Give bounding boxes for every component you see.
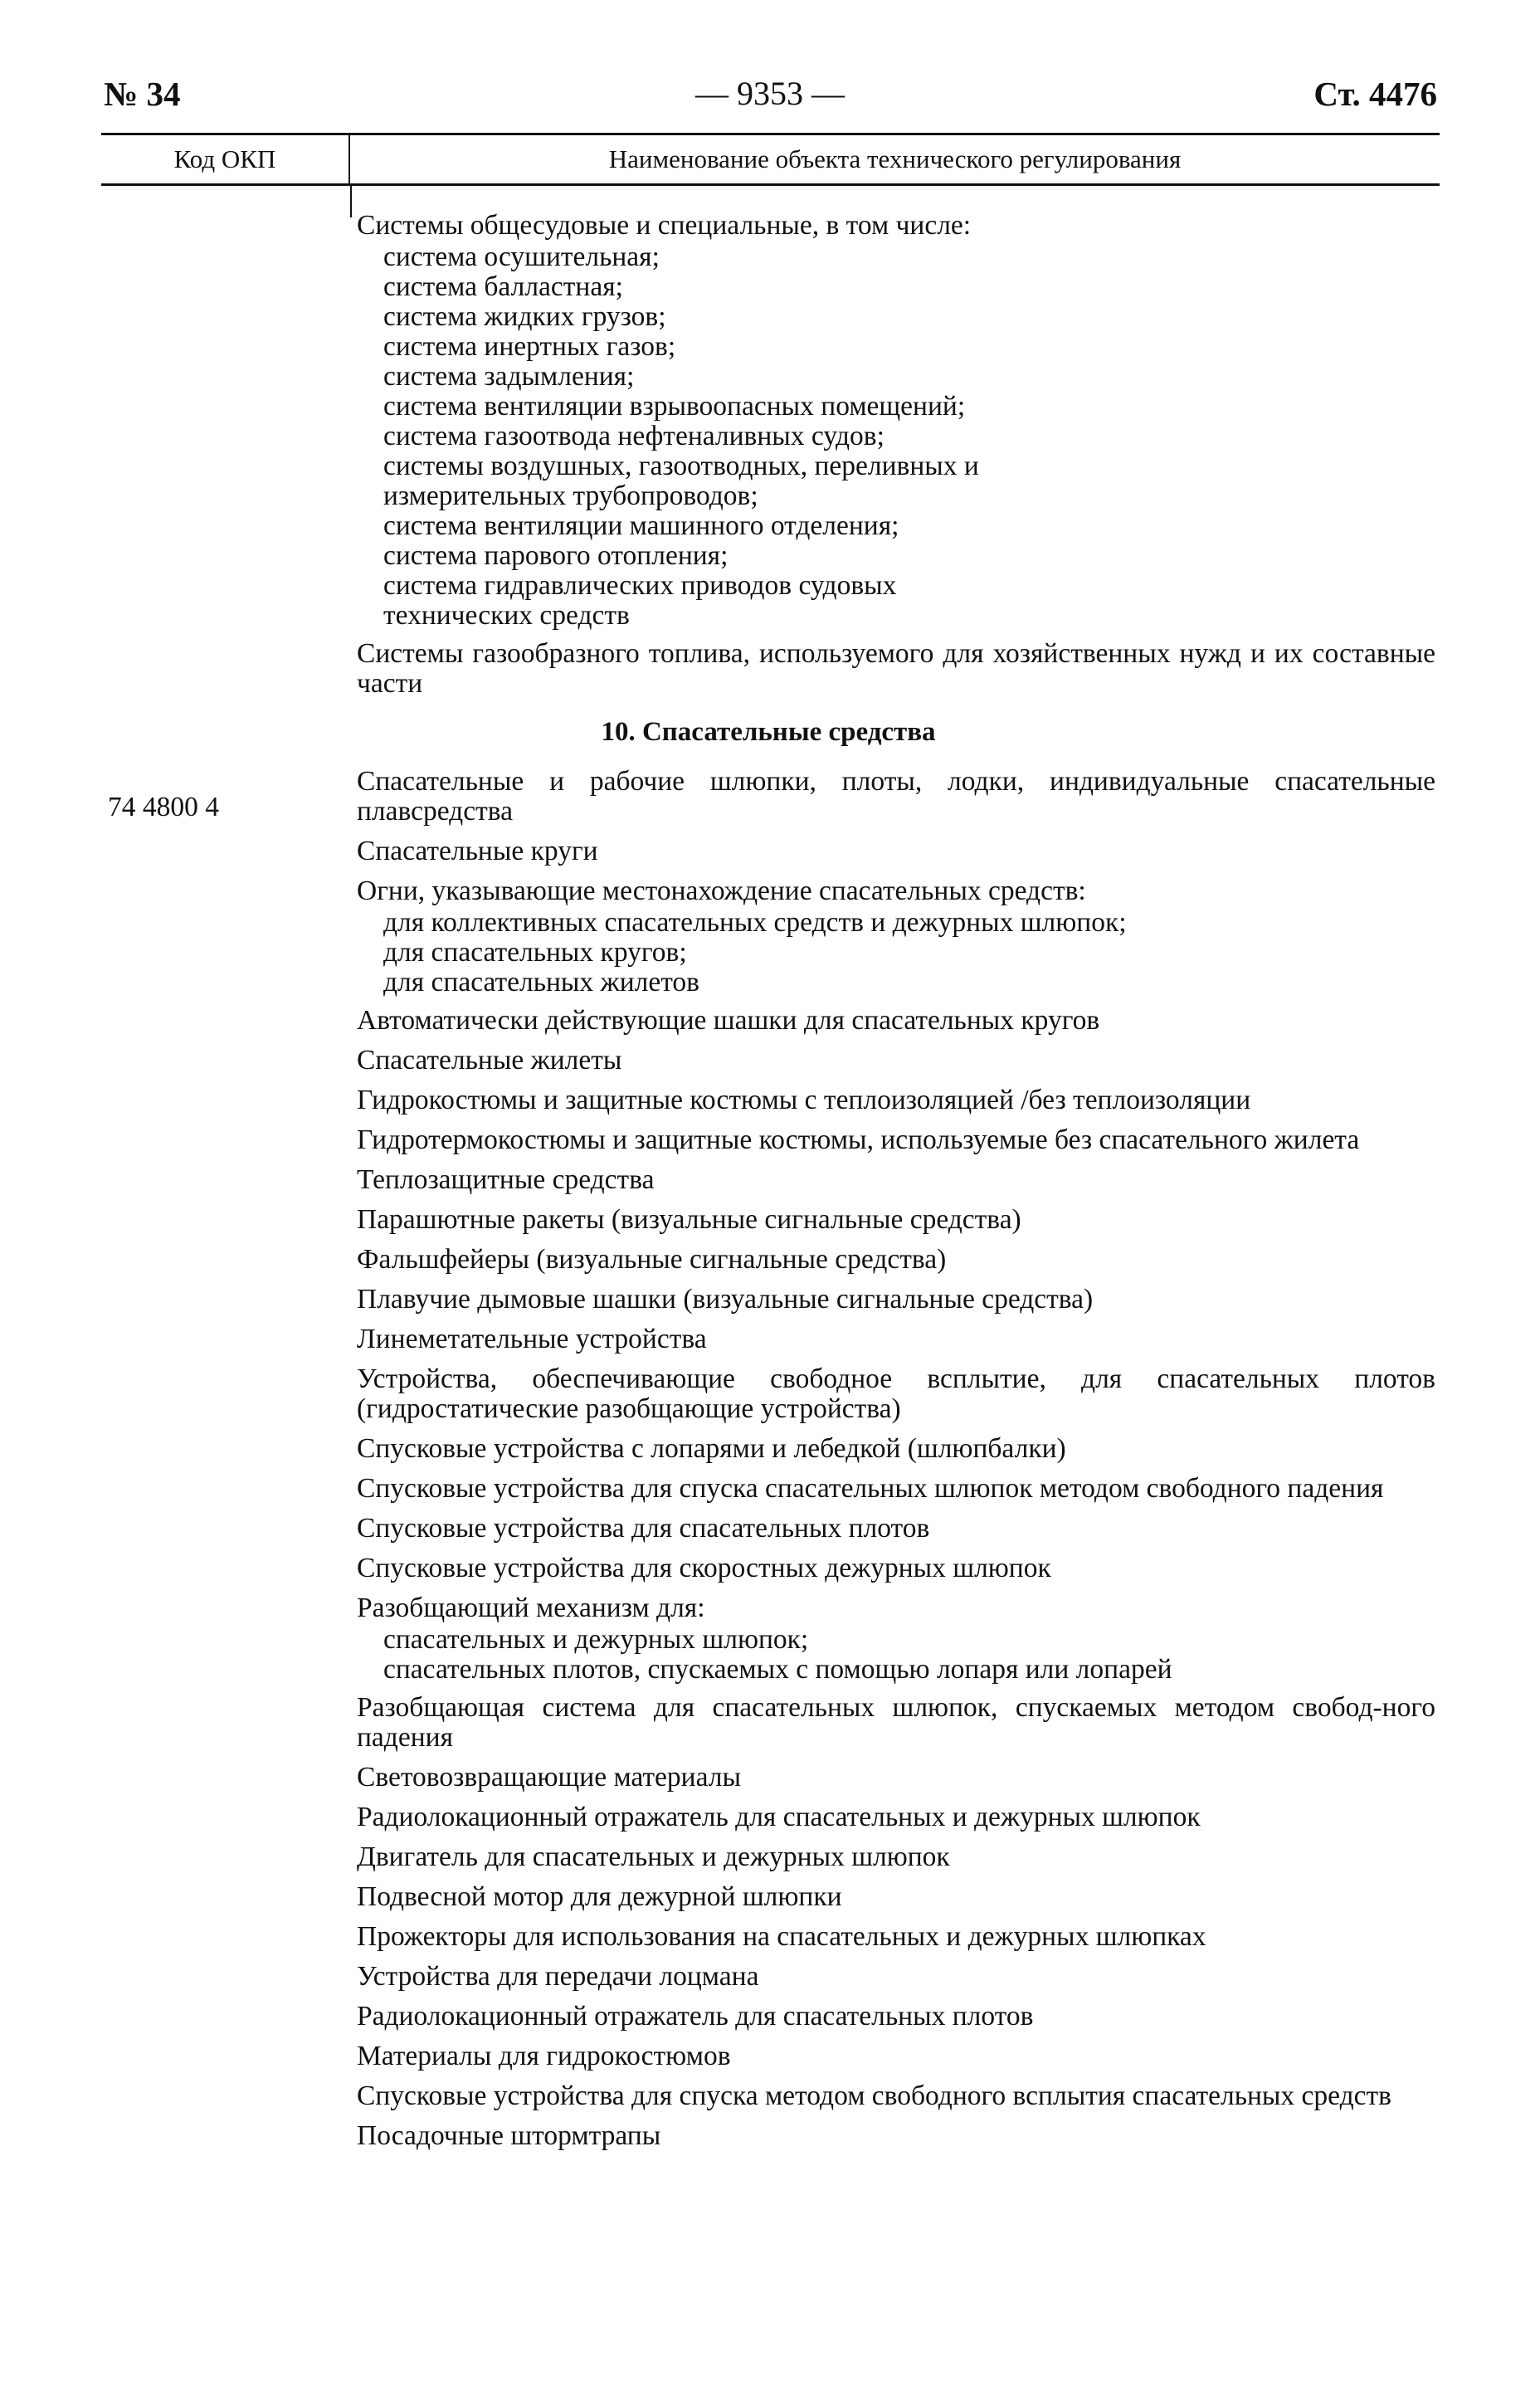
list-item: Посадочные штормтрапы (357, 2120, 661, 2151)
list-item: Материалы для гидрокостюмов (357, 2041, 731, 2071)
list-item: Автоматически действующие шашки для спасательных кругов (357, 1005, 1100, 1036)
list-item: система жидких грузов; (383, 301, 666, 332)
list-item: Фальшфейеры (визуальные сигнальные средства) (357, 1244, 947, 1275)
list-item: технических средств (383, 600, 630, 631)
block1-lead: Системы общесудовые и специальные, в том числе: (357, 210, 972, 241)
list-item: для спасательных жилетов (383, 967, 699, 998)
list-item: Спасательные жилеты (357, 1045, 622, 1076)
col-code-header: Код ОКП (101, 135, 350, 183)
list-item: Разобщающий механизм для: (357, 1593, 705, 1623)
list-item: Двигатель для спасательных и дежурных шлюпок (357, 1841, 950, 1872)
list-item: для коллективных спасательных средств и дежурных шлюпок; (383, 907, 1127, 938)
list-item: Разобщающая система для спасательных шлюпок, спускаемых методом свобод-ного падения (357, 1692, 1435, 1753)
column-divider (350, 186, 352, 217)
list-item: спасательных и дежурных шлюпок; (383, 1624, 809, 1655)
section-title: 10. Спасательные средства (601, 717, 936, 747)
list-item: система вентиляции взрывоопасных помещений; (383, 391, 966, 422)
list-item: система гидравлических приводов судовых (383, 570, 897, 601)
list-item: система вентиляции машинного отделения; (383, 510, 899, 541)
list-item: Гидрокостюмы и защитные костюмы с теплоизоляцией /без теплоизоляции (357, 1085, 1251, 1115)
list-item: система газоотвода нефтеналивных судов; (383, 421, 885, 451)
sublist (383, 1625, 1435, 1685)
list-item: Устройства для передачи лоцмана (357, 1961, 759, 1992)
list-item: Световозвращающие материалы (357, 1762, 741, 1793)
list-item: система балластная; (383, 271, 623, 302)
col-name-header: Наименование объекта технического регулирования (608, 144, 1182, 173)
list-item: Устройства, обеспечивающие свободное всплытие, для спасательных плотов (гидростатические разобщающие устройства) (357, 1363, 1435, 1424)
list-item: Спусковые устройства для скоростных дежурных шлюпок (357, 1553, 1051, 1583)
list-item: спасательных плотов, спускаемых с помощью лопаря или лопарей (383, 1654, 1172, 1685)
list-item: Огни, указывающие местонахождение спасательных средств: (357, 876, 1086, 906)
list-item: Спасательные и рабочие шлюпки, плоты, лодки, индивидуальные спасательные плавсредства (357, 766, 1435, 827)
list-item: Спусковые устройства с лопарями и лебедкой (шлюпбалки) (357, 1433, 1066, 1464)
list-item: Плавучие дымовые шашки (визуальные сигнальные средства) (357, 1284, 1094, 1315)
list-item: Линеметательные устройства (357, 1324, 707, 1354)
sublist (383, 908, 1435, 998)
table-header (101, 133, 1440, 186)
list-item: Спусковые устройства для спуска спасательных шлюпок методом свободного падения (357, 1473, 1384, 1504)
issue-number: № 34 (104, 75, 181, 113)
list-item: система парового отопления; (383, 540, 729, 571)
block1-list (383, 242, 1435, 631)
okp-code: 74 4800 4 (108, 792, 219, 822)
list-item: Гидротермокостюмы и защитные костюмы, используемые без спасательного жилета (357, 1124, 1360, 1155)
list-item: Спусковые устройства для спуска методом свободного всплытия спасательных средств (357, 2080, 1391, 2111)
page-number: — 9353 — (695, 75, 845, 112)
list-item: для спасательных кругов; (383, 937, 687, 968)
list-item: Прожекторы для использования на спасательных и дежурных шлюпках (357, 1921, 1206, 1952)
list-item: Теплозащитные средства (357, 1164, 655, 1195)
list-item: система инертных газов; (383, 331, 676, 362)
list-item: Радиолокационный отражатель для спасательных плотов (357, 2001, 1034, 2032)
list-item: Спусковые устройства для спасательных плотов (357, 1513, 930, 1544)
article-number: Ст. 4476 (1313, 75, 1437, 113)
table-body (357, 211, 1435, 2161)
list-item: система осушительная; (383, 241, 660, 272)
list-item: Радиолокационный отражатель для спасательных и дежурных шлюпок (357, 1802, 1201, 1832)
list-item: системы воздушных, газоотводных, переливных и (383, 451, 979, 481)
list-item: измерительных трубопроводов; (383, 480, 758, 511)
list-item: Парашютные ракеты (визуальные сигнальные средства) (357, 1204, 1021, 1235)
block1-tail: Системы газообразного топлива, используемого для хозяйственных нужд и их составные части (357, 638, 1435, 699)
list-item: Спасательные круги (357, 836, 598, 866)
list-item: Подвесной мотор для дежурной шлюпки (357, 1881, 842, 1912)
list-item: система задымления; (383, 361, 635, 392)
